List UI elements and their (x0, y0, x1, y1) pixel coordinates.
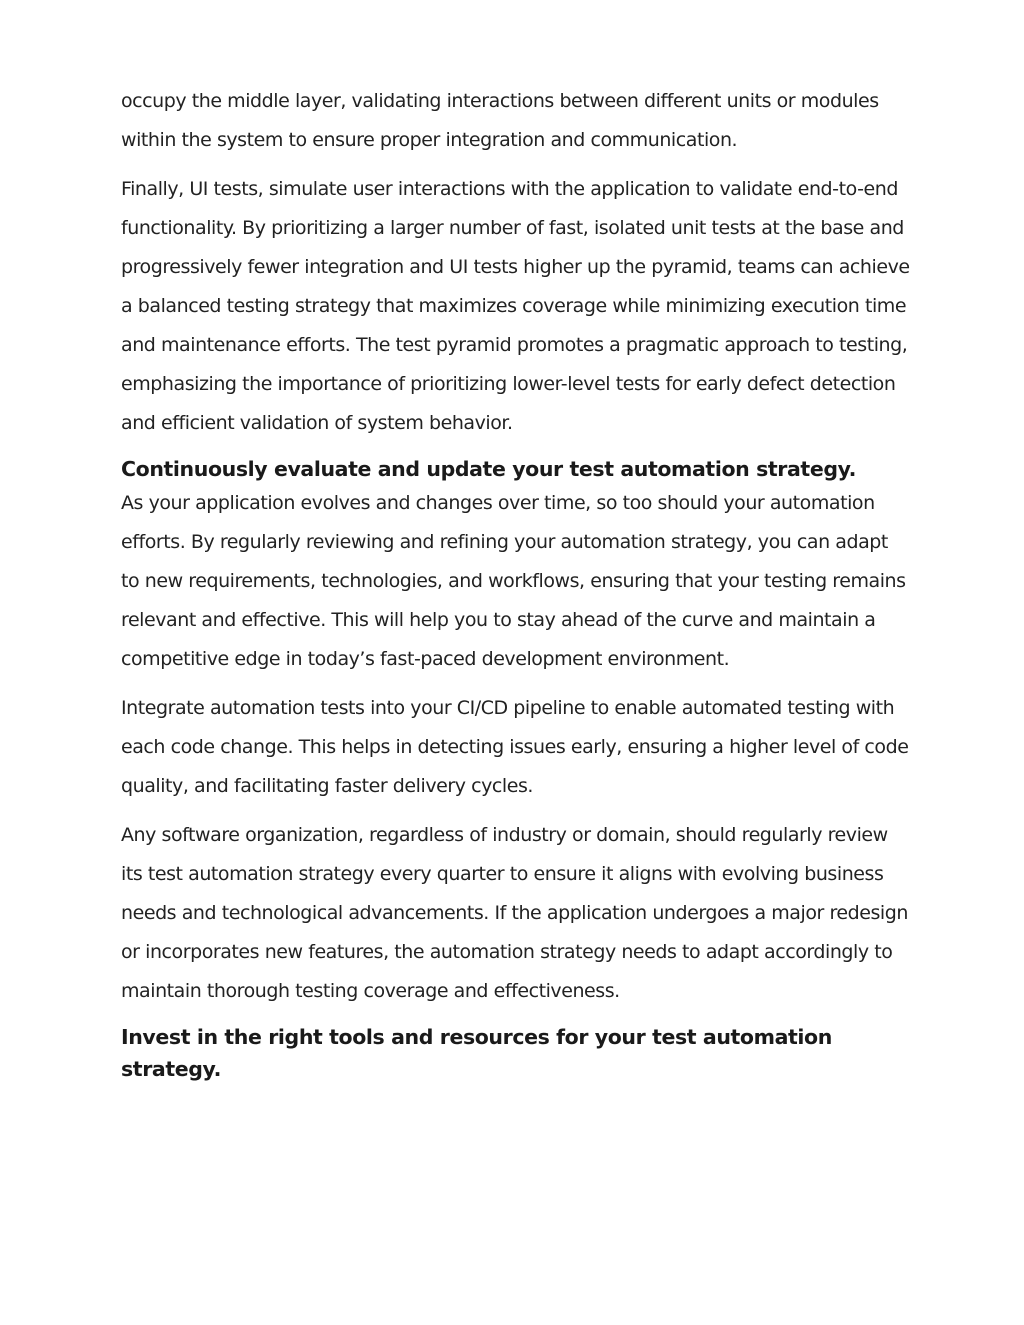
document-page (121, 82, 911, 1085)
paragraph-middle-layer: occupy the middle layer, validating interactions between different units or modules within the system to ensure proper integration and communication. (121, 90, 879, 151)
paragraph-quarterly-review: Any software organization, regardless of industry or domain, should regularly review its test automation strategy every quarter to ensure it aligns with evolving business needs and technological advancements. If the application undergoes a major redesign or incorporates new features, the automation strategy needs to adapt accordingly to maintain thorough testing coverage and effectiveness. (121, 824, 908, 1002)
section-heading-invest-tools: Invest in the right tools and resources for your test automation strategy. (121, 1025, 832, 1081)
section-heading-evaluate-strategy: Continuously evaluate and update your test automation strategy. (121, 457, 857, 481)
paragraph-ci-cd-pipeline: Integrate automation tests into your CI/CD pipeline to enable automated testing with each code change. This helps in detecting issues early, ensuring a higher level of code quality, and facilitating faster delivery cycles. (121, 697, 909, 797)
paragraph-application-evolves: As your application evolves and changes over time, so too should your automation efforts. By regularly reviewing and refining your automation strategy, you can adapt to new requirements, technologies, and workflows, ensuring that your testing remains relevant and effective. This will help you to stay ahead of the curve and maintain a competitive edge in today’s fast-paced development environment. (121, 492, 906, 670)
paragraph-ui-tests: Finally, UI tests, simulate user interactions with the application to validate end-to-end functionality. By prioritizing a larger number of fast, isolated unit tests at the base and progressively fewer integration and UI tests higher up the pyramid, teams can achieve a balanced testing strategy that maximizes coverage while minimizing execution time and maintenance efforts. The test pyramid promotes a pragmatic approach to testing, emphasizing the importance of prioritizing lower-level tests for early defect detection and efficient validation of system behavior. (121, 178, 910, 434)
